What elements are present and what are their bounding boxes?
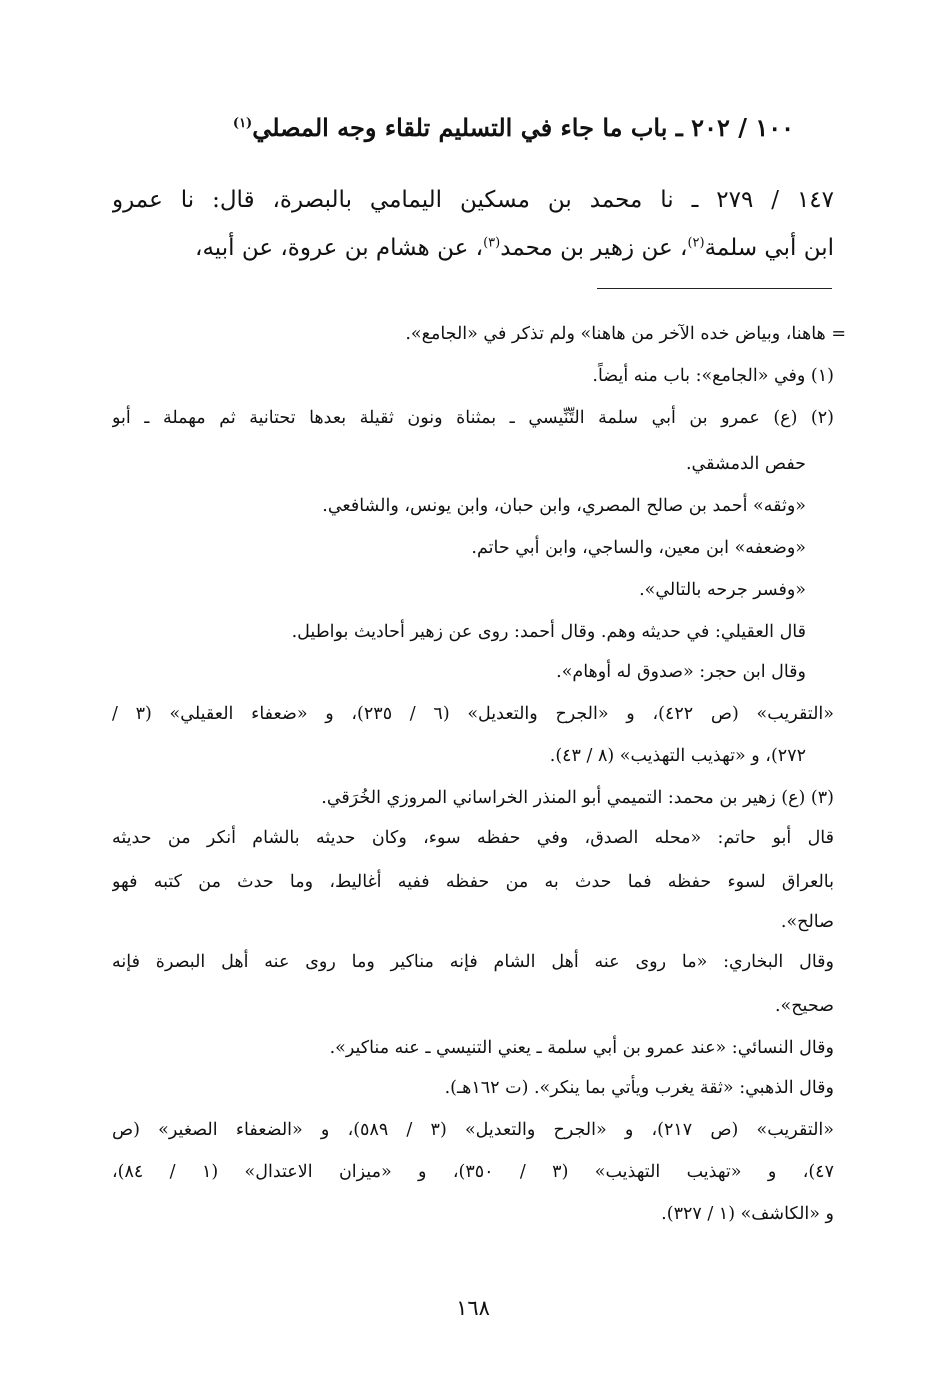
hadith-line-1-text: ١٤٧ / ٢٧٩ ـ نا محمد بن مسكين اليمامي بالبصرة، قال: نا عمرو bbox=[112, 187, 834, 213]
footnote-line: (١) وفي «الجامع»: باب منه أيضاً. bbox=[592, 366, 834, 386]
footnote-line: وقال النسائي: «عند عمرو بن أبي سلمة ـ يعني التنيسي ـ عنه مناكير». bbox=[329, 1038, 834, 1058]
footnote-line: «وضعفه» ابن معين، والساجي، وابن أبي حاتم. bbox=[471, 538, 806, 558]
chapter-heading-text: ١٠٠ / ٢٠٢ ـ باب ما جاء في التسليم تلقاء وجه المصلي bbox=[252, 113, 794, 142]
footnote-line: قال العقيلي: في حديثه وهم. وقال أحمد: روى عن زهير أحاديث بواطيل. bbox=[291, 622, 806, 642]
footnote-line: ٤٧)، و «تهذيب التهذيب» (٣ / ٣٥٠)، و «ميزان الاعتدال» (١ / ٨٤)، bbox=[112, 1162, 834, 1182]
hadith-line-2 bbox=[112, 228, 834, 268]
footnote-line: بالعراق لسوء حفظه فما حدث به من حفظه ففيه أغاليط، وما حدث من كتبه فهو bbox=[112, 872, 834, 892]
footnote-line: حفص الدمشقي. bbox=[685, 454, 806, 474]
footnote-line: صحيح». bbox=[774, 996, 834, 1016]
footnote-line: «التقريب» (ص ٢١٧)، و «الجرح والتعديل» (٣ / ٥٨٩)، و «الضعفاء الصغير» (ص bbox=[112, 1120, 834, 1140]
hadith-line-2-part-c: ، عن هشام بن عروة، عن أبيه، bbox=[195, 235, 484, 261]
footnote-ref-3: (٣) bbox=[483, 235, 501, 251]
footnote-line: «التقريب» (ص ٤٢٢)، و «الجرح والتعديل» (٦ / ٢٣٥)، و «ضعفاء العقيلي» (٣ / bbox=[112, 704, 834, 724]
hadith-line-2-part-a: ابن أبي سلمة bbox=[704, 235, 834, 261]
hadith-line-1 bbox=[112, 180, 834, 220]
footnote-line: و «الكاشف» (١ / ٣٢٧). bbox=[661, 1204, 834, 1224]
footnote-line: وقال ابن حجر: «صدوق له أوهام». bbox=[556, 662, 806, 682]
footnote-line: وقال البخاري: «ما روى عنه أهل الشام فإنه مناكير وما روى عنه أهل البصرة فإنه bbox=[112, 952, 834, 972]
footnote-separator bbox=[597, 288, 832, 289]
chapter-heading-footnote-ref: (١) bbox=[232, 116, 253, 131]
footnote-line: = هاهنا، وبياض خده الآخر من هاهنا» ولم تذكر في «الجامع». bbox=[405, 324, 846, 344]
footnote-line: «وفسر جرحه بالتالي». bbox=[639, 580, 806, 600]
page-number: ١٦٨ bbox=[456, 1296, 490, 1320]
chapter-heading bbox=[114, 108, 794, 148]
footnote-line: (٢) (ع) عمرو بن أبي سلمة التِّنِّيسي ـ بمثناة ونون ثقيلة بعدها تحتانية ثم مهملة ـ أبو bbox=[112, 408, 834, 428]
footnote-line: وقال الذهبي: «ثقة يغرب ويأتي بما ينكر». (ت ١٦٢هـ). bbox=[444, 1078, 834, 1098]
footnote-ref-2: (٢) bbox=[687, 235, 705, 251]
footnote-line: «وثقه» أحمد بن صالح المصري، وابن حبان، وابن يونس، والشافعي. bbox=[322, 496, 806, 516]
hadith-line-2-part-b: ، عن زهير بن محمد bbox=[500, 235, 688, 261]
footnote-line: صالح». bbox=[780, 912, 834, 932]
footnote-line: قال أبو حاتم: «محله الصدق، وفي حفظه سوء، وكان حديثه بالشام أنكر من حديثه bbox=[112, 828, 834, 848]
footnote-line: (٣) (ع) زهير بن محمد: التميمي أبو المنذر الخراساني المروزي الخُرَقي. bbox=[321, 788, 834, 808]
footnote-line: ٢٧٢)، و «تهذيب التهذيب» (٨ / ٤٣). bbox=[549, 746, 806, 766]
